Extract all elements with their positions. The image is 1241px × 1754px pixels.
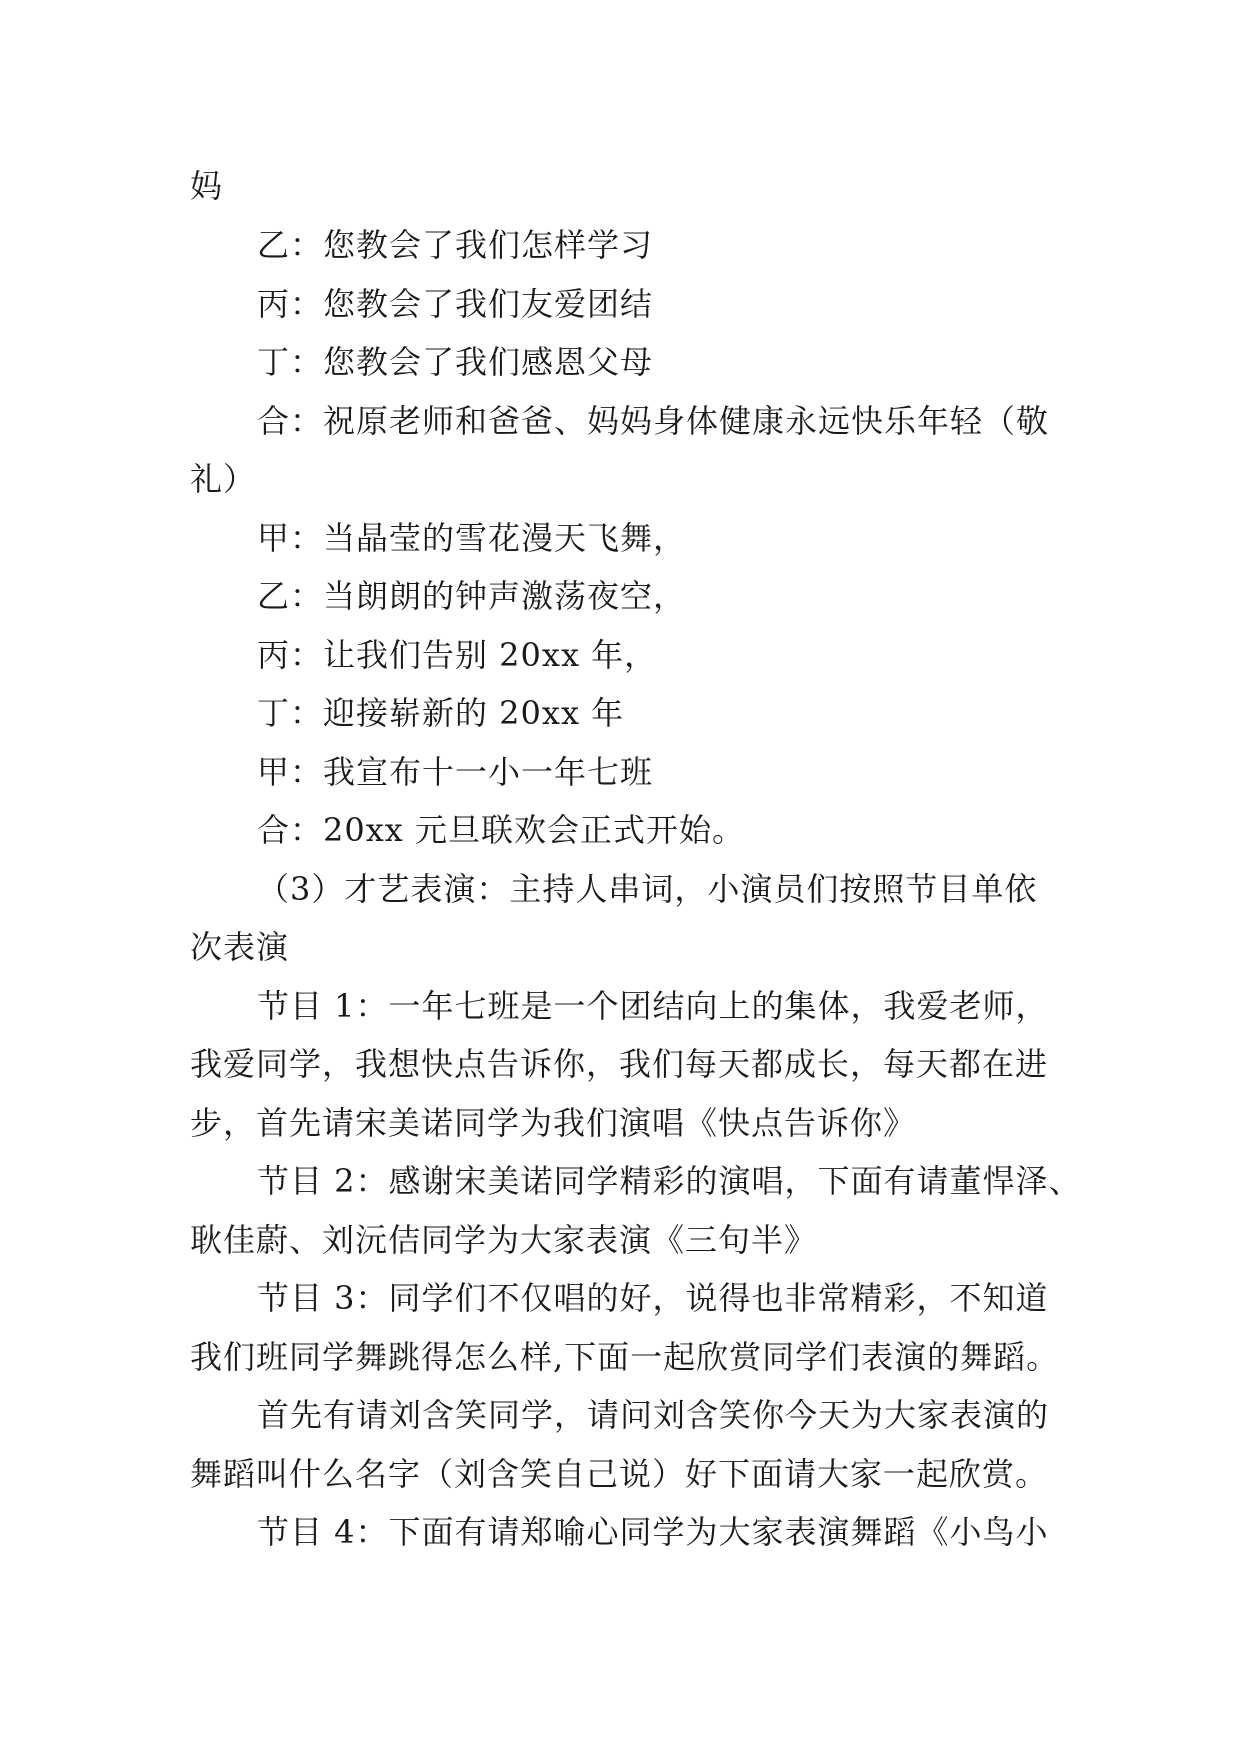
text-line: 妈 bbox=[190, 167, 224, 205]
text-line: 步，首先请宋美诺同学为我们演唱《快点告诉你》 bbox=[190, 1104, 917, 1142]
text-line: 丁：您教会了我们感恩父母 bbox=[257, 343, 654, 381]
text-line: 甲：我宣布十一小一年七班 bbox=[257, 753, 654, 791]
text-line: 次表演 bbox=[190, 928, 290, 966]
text-line: 节目 3：同学们不仅唱的好，说得也非常精彩，不知道 bbox=[257, 1279, 1049, 1317]
text-line: （3）才艺表演：主持人串词，小演员们按照节目单依 bbox=[257, 870, 1038, 908]
text-line: 节目 4：下面有请郑喻心同学为大家表演舞蹈《小鸟小 bbox=[257, 1513, 1049, 1551]
text-line: 丙：您教会了我们友爱团结 bbox=[257, 285, 654, 323]
text-line: 我爱同学，我想快点告诉你，我们每天都成长，每天都在进 bbox=[190, 1045, 1049, 1083]
text-line: 节目 1：一年七班是一个团结向上的集体，我爱老师， bbox=[257, 987, 1049, 1025]
text-line: 耿佳蔚、刘沅佶同学为大家表演《三句半》 bbox=[190, 1221, 818, 1259]
text-line: 节目 2：感谢宋美诺同学精彩的演唱，下面有请董悍泽、 bbox=[257, 1162, 1082, 1200]
text-line: 我们班同学舞跳得怎么样,下面一起欣赏同学们表演的舞蹈。 bbox=[190, 1338, 1060, 1376]
text-line: 舞蹈叫什么名字（刘含笑自己说）好下面请大家一起欣赏。 bbox=[190, 1455, 1049, 1493]
text-line: 丁：迎接崭新的 20xx 年 bbox=[257, 694, 625, 732]
text-line: 合：20xx 元旦联欢会正式开始。 bbox=[257, 811, 745, 849]
text-line: 甲：当晶莹的雪花漫天飞舞， bbox=[257, 519, 687, 557]
text-line: 丙：让我们告别 20xx 年， bbox=[257, 636, 658, 674]
text-line: 乙：当朗朗的钟声激荡夜空， bbox=[257, 577, 687, 615]
text-line: 首先有请刘含笑同学，请问刘含笑你今天为大家表演的 bbox=[257, 1396, 1050, 1434]
text-line: 礼） bbox=[190, 460, 257, 498]
text-line: 乙：您教会了我们怎样学习 bbox=[257, 226, 654, 264]
text-line: 合：祝原老师和爸爸、妈妈身体健康永远快乐年轻（敬 bbox=[257, 402, 1050, 440]
